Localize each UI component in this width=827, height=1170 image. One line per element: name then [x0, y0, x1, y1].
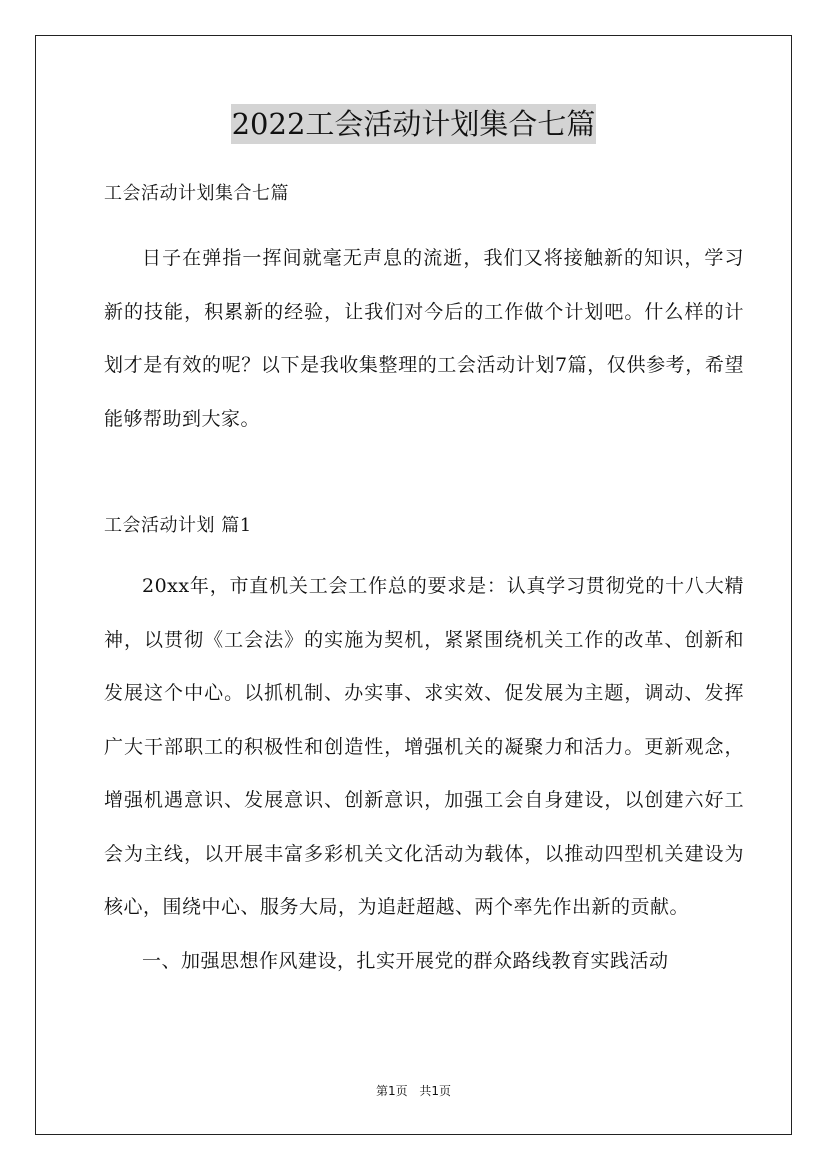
document-title: 2022工会活动计划集合七篇: [231, 104, 597, 144]
page-total: 共1页: [419, 1084, 452, 1098]
document-subtitle: 工会活动计划集合七篇: [104, 183, 289, 204]
document-body: [104, 174, 744, 988]
page-number: 第1页: [375, 1084, 408, 1098]
page-footer: [0, 1082, 827, 1099]
section-paragraph-1: 20xx年，市直机关工会工作总的要求是：认真学习贯彻党的十八大精神，以贯彻《工会法》的实施为契机，紧紧围绕机关工作的改革、创新和发展这个中心。以抓机制、办实事、求实效、促发展为主题，调动、发挥广大干部职工的积极性和创造性，增强机关的凝聚力和活力。更新观念，增强机遇意识、发展意识、创新意识，加强工会自身建设，以创建六好工会为主线，以开展丰富多彩机关文化活动为载体，以推动四型机关建设为核心，围绕中心、服务大局，为追赶超越、两个率先作出新的贡献。: [104, 575, 744, 918]
intro-paragraph: 日子在弹指一挥间就毫无声息的流逝，我们又将接触新的知识，学习新的技能，积累新的经验，让我们对今后的工作做个计划吧。什么样的计划才是有效的呢？以下是我收集整理的工会活动计划7篇，仅供参考，希望能够帮助到大家。: [104, 247, 744, 430]
section-item-1: 一、加强思想作风建设，扎实开展党的群众路线教育实践活动: [142, 949, 669, 972]
title-container: [0, 104, 827, 144]
section-heading-1: 工会活动计划 篇1: [104, 515, 252, 536]
